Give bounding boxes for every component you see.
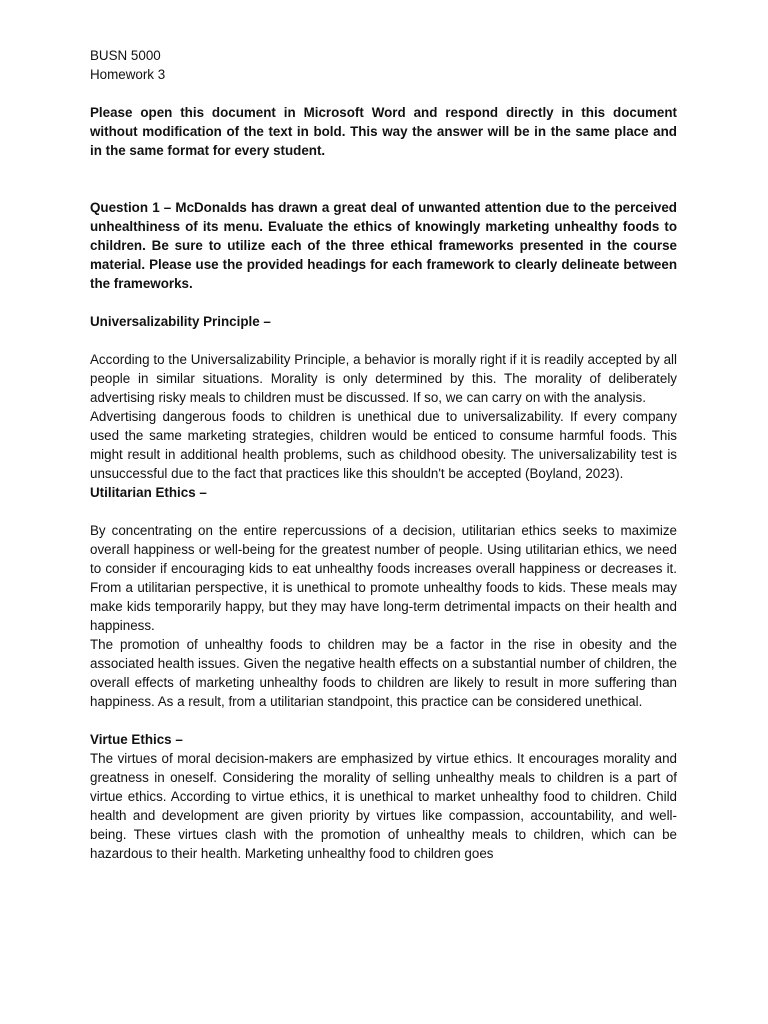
spacer (90, 331, 677, 350)
instructions: Please open this document in Microsoft Word and respond directly in this document without modification of the text in bold. This way the answer will be in the same place and in the same format for every student. (90, 105, 677, 158)
spacer (90, 293, 677, 312)
spacer (90, 160, 677, 198)
heading-utilitarian: Utilitarian Ethics – (90, 485, 207, 500)
universalizability-paragraph: Advertising dangerous foods to children is unethical due to universalizability. If every company used the same marketing strategies, children would be enticed to consume harmful foods. This might result in additional health problems, such as childhood obesity. The universalizability test is unsuccessful due to the fact that practices like this shouldn't be accepted (Boyland, 2023). (90, 409, 677, 481)
utilitarian-paragraph: By concentrating on the entire repercussions of a decision, utilitarian ethics seeks to maximize overall happiness or well-being for the greatest number of people. Using utilitarian ethics, we need to consider if encouraging kids to eat unhealthy foods increases overall happiness or decreases it. From a utilitarian perspective, it is unethical to promote unhealthy foods to kids. These meals may make kids temporarily happy, but they may have long-term detrimental impacts on their health and happiness. (90, 523, 677, 633)
virtue-paragraph: The virtues of moral decision-makers are emphasized by virtue ethics. It encourages morality and greatness in oneself. Considering the morality of selling unhealthy meals to children is a part of virtue ethics. According to virtue ethics, it is unethical to market unhealthy food to children. Child health and development are given priority by virtues like compassion, accountability, and well-being. These virtues clash with the promotion of unhealthy meals to children, which can be hazardous to their health. Marketing unhealthy food to children goes (90, 751, 677, 861)
heading-virtue: Virtue Ethics – (90, 732, 183, 747)
assignment-title: Homework 3 (90, 67, 166, 82)
course-code: BUSN 5000 (90, 48, 161, 63)
universalizability-paragraph: According to the Universalizability Principle, a behavior is morally right if it is readily accepted by all people in similar situations. Morality is only determined by this. The morality of deliberately advertising risky meals to children must be discussed. If so, we can carry on with the analysis. (90, 352, 677, 405)
document-page (90, 46, 677, 863)
heading-universalizability: Universalizability Principle – (90, 314, 271, 329)
utilitarian-paragraph: The promotion of unhealthy foods to children may be a factor in the rise in obesity and the associated health issues. Given the negative health effects on a substantial number of children, the overall effects of marketing unhealthy foods to children are likely to result in more suffering than happiness. As a result, from a utilitarian standpoint, this practice can be considered unethical. (90, 637, 677, 709)
spacer (90, 711, 677, 730)
question-1: Question 1 – McDonalds has drawn a great deal of unwanted attention due to the perceived unhealthiness of its menu. Evaluate the ethics of knowingly marketing unhealthy foods to children. Be sure to utilize each of the three ethical frameworks presented in the course material. Please use the provided headings for each framework to clearly delineate between the frameworks. (90, 200, 677, 291)
spacer (90, 84, 677, 103)
spacer (90, 502, 677, 521)
